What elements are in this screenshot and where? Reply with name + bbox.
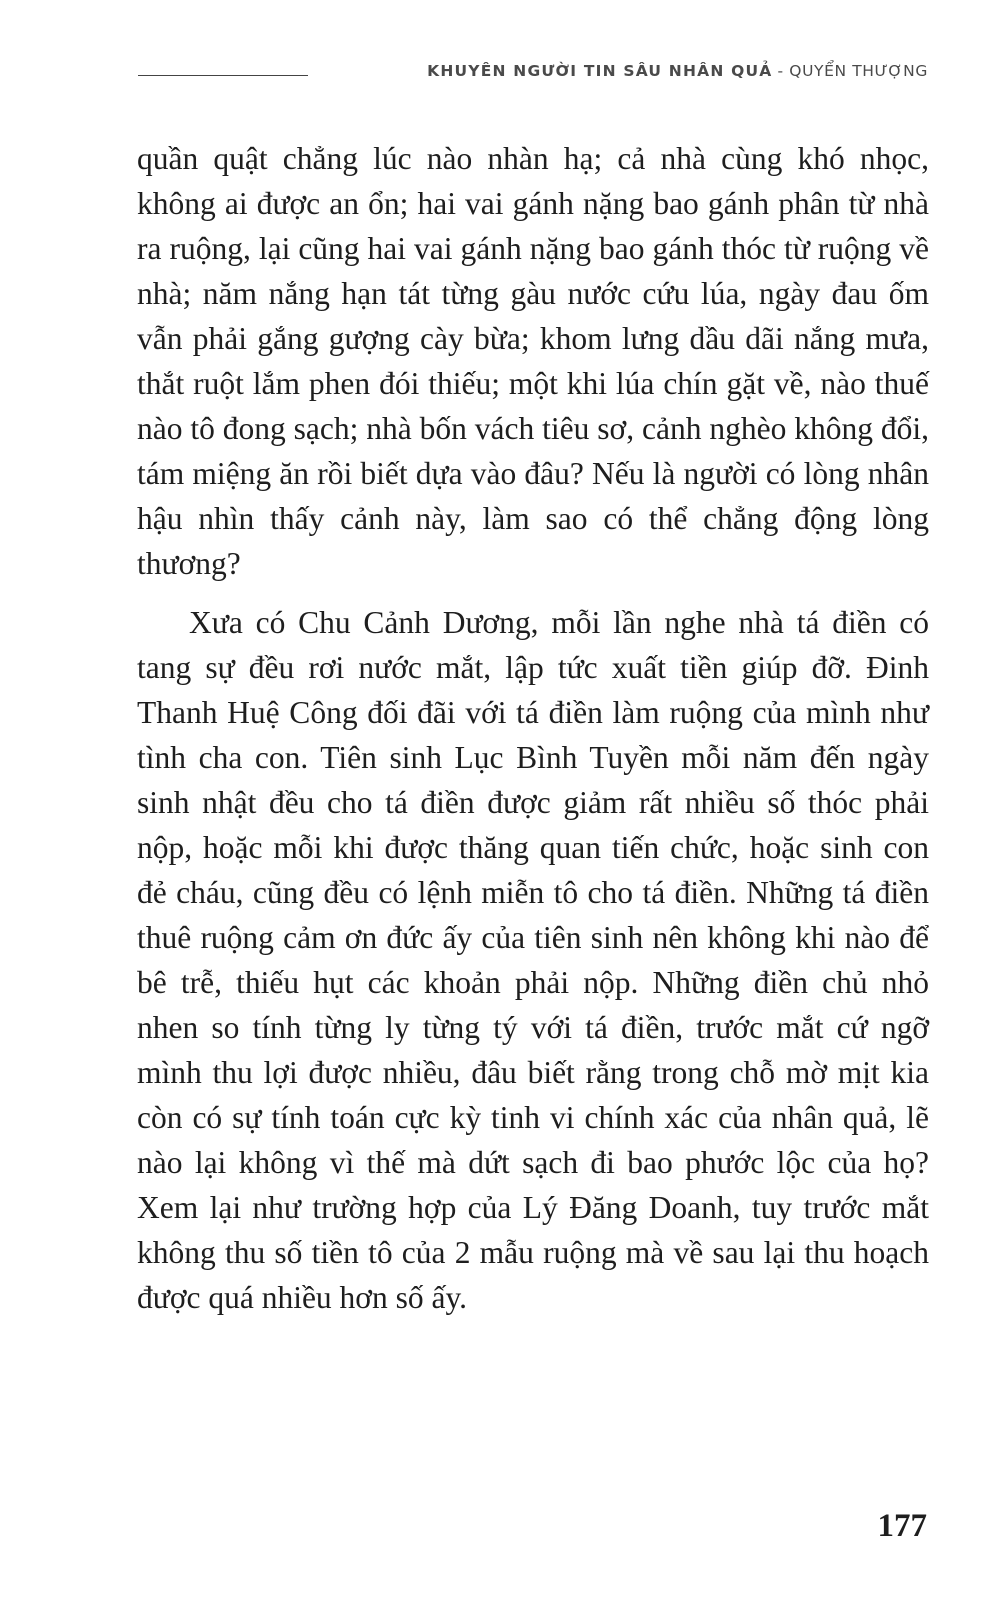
header-text <box>427 62 928 80</box>
page-number: 177 <box>877 1508 927 1544</box>
paragraph-continued: quần quật chẳng lúc nào nhàn hạ; cả nhà cùng khó nhọc, không ai được an ổn; hai vai gánh nặng bao gánh phân từ nhà ra ruộng, lại cũng hai vai gánh nặng bao gánh thóc từ ruộng về nhà; năm nắng hạn tát từng gàu nước cứu lúa, ngày đau ốm vẫn phải gắng gượng cày bừa; khom lưng dầu dãi nắng mưa, thắt ruột lắm phen đói thiếu; một khi lúa chín gặt về, nào thuế nào tô đong sạch; nhà bốn vách tiêu sơ, cảnh nghèo không đổi, tám miệng ăn rồi biết dựa vào đâu? Nếu là người có lòng nhân hậu nhìn thấy cảnh này, làm sao có thể chẳng động lòng thương? <box>137 141 929 581</box>
running-header <box>138 62 928 86</box>
header-book-title: KHUYÊN NGƯỜI TIN SÂU NHÂN QUẢ <box>427 62 773 80</box>
paragraph-chu-canh-duong: Xưa có Chu Cảnh Dương, mỗi lần nghe nhà tá điền có tang sự đều rơi nước mắt, lập tức xuất tiền giúp đỡ. Đinh Thanh Huệ Công đối đãi với tá điền làm ruộng của mình như tình cha con. Tiên sinh Lục Bình Tuyền mỗi năm đến ngày sinh nhật đều cho tá điền được giảm rất nhiều số thóc phải nộp, hoặc mỗi khi được thăng quan tiến chức, hoặc sinh con đẻ cháu, cũng đều có lệnh miễn tô cho tá điền. Những tá điền thuê ruộng cảm ơn đức ấy của tiên sinh nên không khi nào để bê trễ, thiếu hụt các khoản phải nộp. Những điền chủ nhỏ nhen so tính từng ly từng tý với tá điền, trước mắt cứ ngỡ mình thu lợi được nhiều, đâu biết rằng trong chỗ mờ mịt kia còn có sự tính toán cực kỳ tinh vi chính xác của nhân quả, lẽ nào lại không vì thế mà dứt sạch đi bao phước lộc của họ? Xem lại như trường hợp của Lý Đăng Doanh, tuy trước mắt không thu số tiền tô của 2 mẫu ruộng mà về sau lại thu hoạch được quá nhiều hơn số ấy. <box>137 605 929 1315</box>
header-rule <box>138 75 308 76</box>
body-text <box>137 136 929 1320</box>
header-separator: - <box>777 62 785 80</box>
header-volume: QUYỂN THƯỢNG <box>789 62 928 80</box>
